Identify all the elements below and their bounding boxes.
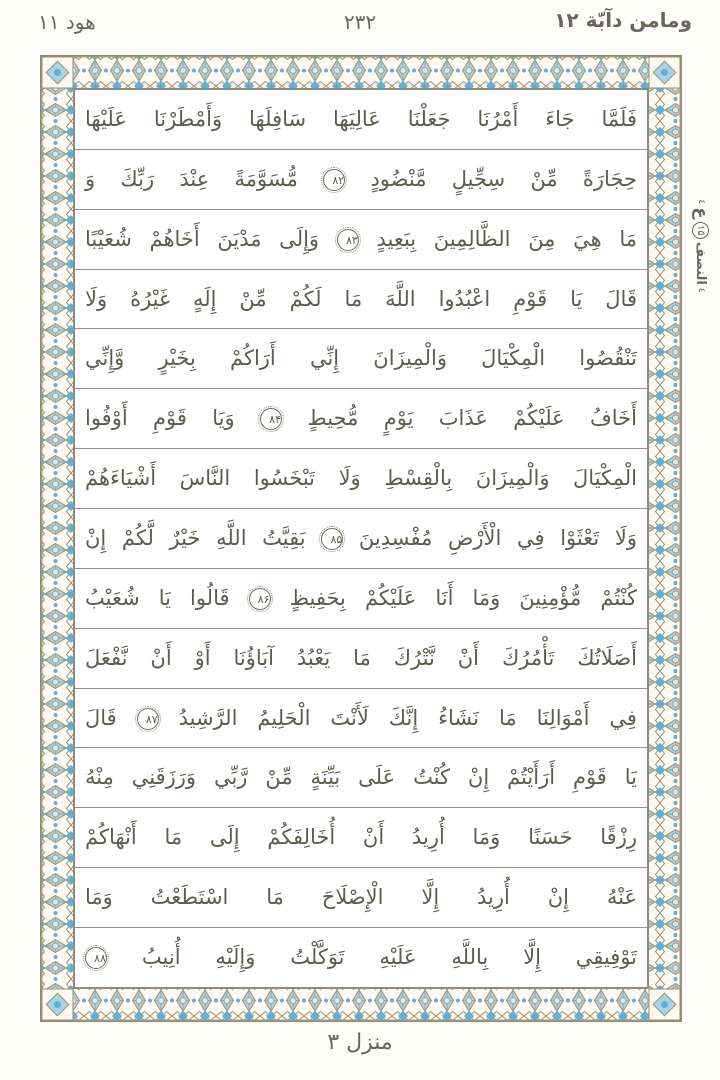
mushaf-line [75,210,647,270]
quran-text: كُنْتُمْ مُّؤْمِنِينَ وَمَا أَنَا عَلَيْكُمْ بِحَفِيظٍ [289,585,637,610]
ayah-end-marker: ۸۸ [85,947,107,969]
quran-text: عَنْهُ إِنْ أُرِيدُ إِلَّا الْإِصْلَاحَ مَا اسْتَطَعْتُ وَمَا [85,885,637,910]
mushaf-line [75,449,647,509]
quran-text: تَوْفِيقِي إِلَّا بِاللَّهِ عَلَيْهِ تَوَكَّلْتُ وَإِلَيْهِ أُنِيبُ [141,945,637,970]
quran-text: مُّسَوَّمَةً عِنْدَ رَبِّكَ وَ [85,166,298,191]
quran-text: قَالُوا يَا شُعَيْبُ [85,585,230,610]
quran-text: وَإِلَى مَدْيَنَ أَخَاهُمْ شُعَيْبًا [85,226,320,251]
mushaf-line [75,270,647,330]
quran-text: تَنْقُصُوا الْمِكْيَالَ وَالْمِيزَانَ إِنِّي أَرَاكُمْ بِخَيْرٍ وَّإِنِّي [85,346,637,371]
mushaf-lines [73,88,649,989]
quran-text: قَالَ يَا قَوْمِ اعْبُدُوا اللَّهَ مَا لَكُمْ مِّنْ إِلَهٍ غَيْرُهُ وَلَا [85,286,637,311]
mushaf-line [75,509,647,569]
quran-text: فِي أَمْوَالِنَا مَا نَشَاءُ إِنَّكَ لَأَنْتَ الْحَلِيمُ الرَّشِيدُ [178,705,637,730]
mushaf-line [75,389,647,449]
mushaf-line [75,90,647,150]
manzil-label: منزل ۳ [327,1030,393,1055]
mushaf-line [75,629,647,689]
quran-text: رِزْقًا حَسَنًا وَمَا أُرِيدُ أَنْ أُخَالِفَكُمْ إِلَى مَا أَنْهَاكُمْ [85,825,637,850]
ornamental-frame [40,55,682,1022]
quran-text: الْمِكْيَالَ وَالْمِيزَانَ بِالْقِسْطِ وَلَا تَبْخَسُوا النَّاسَ أَشْيَاءَهُمْ [85,466,637,491]
surah-name-label: هود ۱۱ [38,10,96,34]
quran-text: حِجَارَةً مِّنْ سِجِّيلٍ مَّنْضُودٍ [370,166,637,191]
ayah-end-marker: ۸۳ [337,229,359,251]
juz-name-label: ومامن دآبّة ۱۲ [554,8,692,32]
margin-ruku-marker [686,196,716,296]
mushaf-line [75,868,647,928]
mushaf-line [75,748,647,808]
ruku-small-number-bottom: ٤ [696,199,706,205]
quran-text: بَقِيَّتُ اللَّهِ خَيْرٌ لَّكُمْ إِنْ [85,526,306,551]
ruku-small-number-top: ٤ [696,287,706,293]
quran-text: وَيَا قَوْمِ أَوْفُوا [85,406,235,431]
running-head [0,8,720,44]
quran-text: قَالَ [85,705,117,730]
ayah-end-marker: ۸۵ [321,528,343,550]
quran-text: يَا قَوْمِ أَرَأَيْتُمْ إِنْ كُنْتُ عَلَى بَيِّنَةٍ مِّنْ رَّبِّي وَرَزَقَنِي مِنْهُ [85,765,637,790]
page-number: ۲۳۲ [343,10,377,34]
quran-text: فَلَمَّا جَاءَ أَمْرُنَا جَعَلْنَا عَالِيَهَا سَافِلَهَا وَأَمْطَرْنَا عَلَيْهَا [85,107,637,131]
mushaf-line [75,689,647,749]
mushaf-line [75,329,647,389]
ruku-number-badge: ۱۵ [693,222,710,239]
ayah-end-marker: ۸۷ [137,708,159,730]
mushaf-line [75,569,647,629]
mushaf-line [75,150,647,210]
ayah-end-marker: ۸۲ [323,169,345,191]
ayah-end-marker: ۸۶ [249,588,271,610]
mushaf-line [75,928,647,987]
quran-text: مَا هِيَ مِنَ الظَّالِمِينَ بِبَعِيدٍ [376,226,637,251]
quran-text: وَلَا تَعْثَوْا فِي الْأَرْضِ مُفْسِدِينَ [358,526,637,551]
quran-text: أَصَلَاتُكَ تَأْمُرُكَ أَنْ نَّتْرُكَ مَا يَعْبُدُ آبَاؤُنَا أَوْ أَنْ نَّفْعَلَ [85,645,637,670]
ayah-end-marker: ۸۴ [260,408,282,430]
hizb-half-label: النصف [693,241,709,285]
quran-text: أَخَافُ عَلَيْكُمْ عَذَابَ يَوْمٍ مُّحِيطٍ [307,406,637,431]
ruku-ain-symbol: ع [691,207,711,219]
mushaf-line [75,808,647,868]
